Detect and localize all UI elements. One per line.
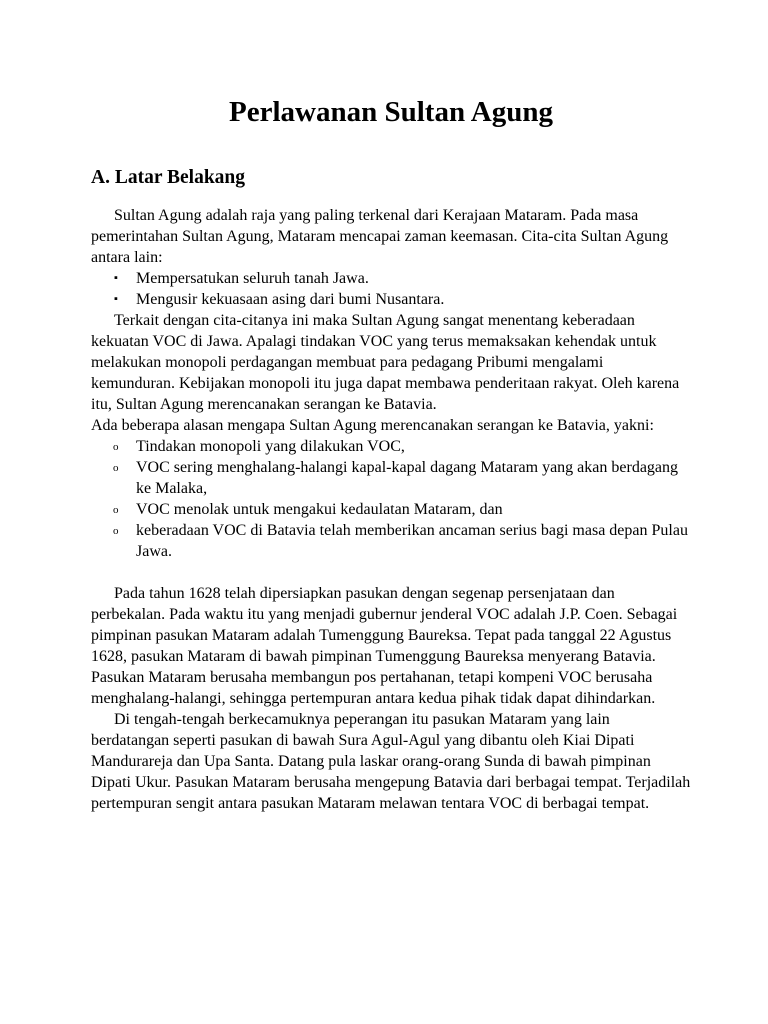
circle-bullet-icon: o <box>113 441 119 453</box>
list-item-text: Mempersatukan seluruh tanah Jawa. <box>136 270 369 287</box>
list-item <box>91 268 691 289</box>
page-title: Perlawanan Sultan Agung <box>229 96 553 128</box>
circle-bullet-icon: o <box>113 525 119 537</box>
paragraph-1628-attack: Pada tahun 1628 telah dipersiapkan pasukan dengan segenap persenjataan dan perbekalan. Pada waktu itu yang menjadi gubernur jenderal VOC adalah J.P. Coen. Sebagai pimpinan pasukan Mataram adalah Tumenggung Baureksa. Tepat pada tanggal 22 Agustus 1628, pasukan Mataram di bawah pimpinan Tumenggung Baureksa menyerang Batavia. Pasukan Mataram berusaha membangun pos pertahanan, tetapi kompeni VOC berusaha menghalang-halangi, sehingga pertempuran antara kedua pihak tidak dapat dihindarkan. <box>91 585 678 707</box>
paragraph-voc-opposition: Terkait dengan cita-citanya ini maka Sultan Agung sangat menentang keberadaan kekuatan VOC di Jawa. Apalagi tindakan VOC yang terus memaksakan kehendak untuk melakukan monopoli perdagangan membuat para pedagang Pribumi mengalami kemunduran. Kebijakan monopoli itu juga dapat membawa penderitaan rakyat. Oleh karena itu, Sultan Agung merencanakan serangan ke Batavia. <box>91 312 680 413</box>
list-item <box>91 457 691 499</box>
list-item-text: keberadaan VOC di Batavia telah memberikan ancaman serius bagi masa depan Pulau Jawa. <box>136 522 688 560</box>
list-item <box>91 499 691 520</box>
circle-bullet-icon: o <box>113 462 119 474</box>
list-item <box>91 520 691 562</box>
square-bullet-icon: ▪ <box>114 293 118 305</box>
paragraph-spacer <box>91 562 691 583</box>
paragraph-siege: Di tengah-tengah berkecamuknya peperangan itu pasukan Mataram yang lain berdatangan seperti pasukan di bawah Sura Agul-Agul yang dibantu oleh Kiai Dipati Mandurareja dan Upa Santa. Datang pula laskar orang-orang Sunda di bawah pimpinan Dipati Ukur. Pasukan Mataram berusaha mengepung Batavia dari berbagai tempat. Terjadilah pertempuran sengit antara pasukan Mataram melawan tentara VOC di berbagai tempat. <box>91 711 691 812</box>
circle-bullet-icon: o <box>113 504 119 516</box>
list-item <box>91 436 691 457</box>
paragraph-intro: Sultan Agung adalah raja yang paling terkenal dari Kerajaan Mataram. Pada masa pemerintahan Sultan Agung, Mataram mencapai zaman keemasan. Cita-cita Sultan Agung antara lain: <box>91 207 669 266</box>
list-item-text: Tindakan monopoli yang dilakukan VOC, <box>136 438 405 455</box>
section-heading: A. Latar Belakang <box>91 167 246 188</box>
list-item-text: Mengusir kekuasaan asing dari bumi Nusantara. <box>136 291 445 308</box>
list-item <box>91 289 691 310</box>
document-body <box>91 205 691 814</box>
list-item-text: VOC sering menghalang-halangi kapal-kapal dagang Mataram yang akan berdagang ke Malaka, <box>136 459 679 497</box>
paragraph-reasons-intro: Ada beberapa alasan mengapa Sultan Agung merencanakan serangan ke Batavia, yakni: <box>91 417 654 434</box>
square-bullet-icon: ▪ <box>114 272 118 284</box>
list-item-text: VOC menolak untuk mengakui kedaulatan Mataram, dan <box>136 501 503 518</box>
